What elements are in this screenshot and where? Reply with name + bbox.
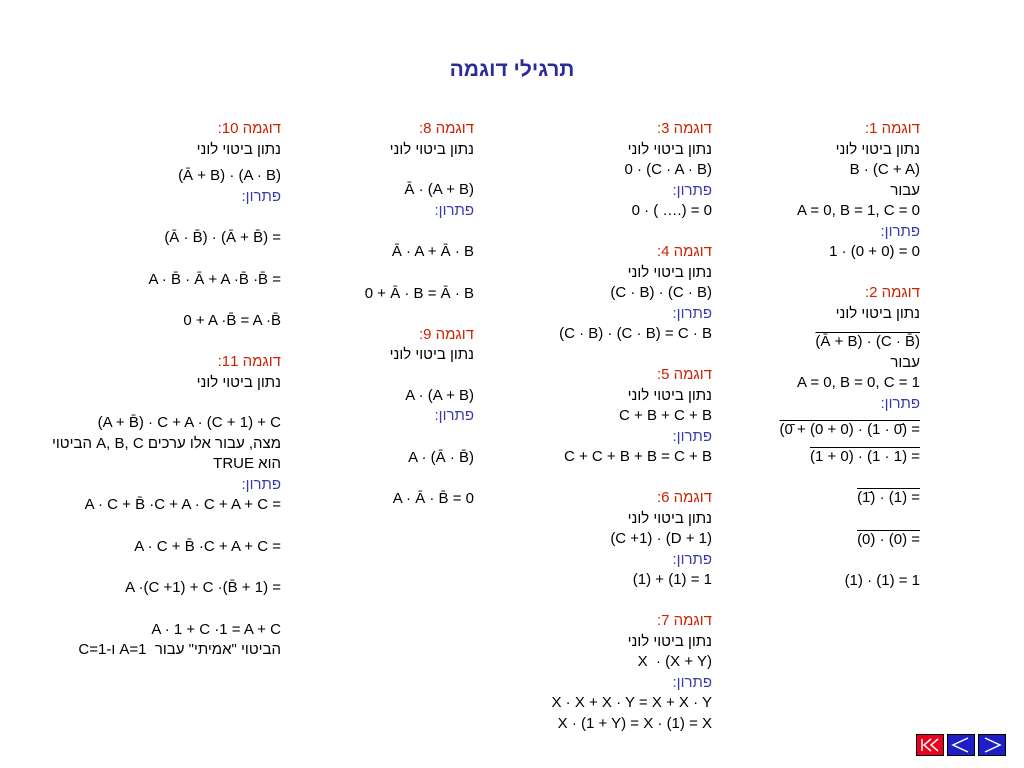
example-2-heading: דוגמה 2: [864, 284, 920, 301]
given-expression-label: נתון ביטוי לוני [835, 140, 920, 158]
given-expression-label: נתון ביטוי לוני [627, 386, 712, 404]
solution-label: פתרון: [241, 475, 281, 493]
example-1-heading: דוגמה 1: [864, 120, 920, 137]
given-expression-label: נתון ביטוי לוני [389, 346, 474, 363]
previous-slide-button[interactable] [947, 734, 975, 756]
first-slide-button[interactable] [916, 734, 944, 756]
solution-label: פתרון: [880, 222, 920, 240]
example-4-heading: דוגמה 4: [656, 243, 712, 260]
example-1-values: A = 0, B = 1, C = 0 [797, 202, 920, 219]
example-11-solution-line: A ·(C +1) + C ·(B̄ + 1) = [125, 579, 281, 596]
page-title: תרגילי דוגמה [449, 58, 575, 81]
example-8-expression: Ā · (A + B) [404, 181, 474, 198]
given-expression-label: נתון ביטוי לוני [627, 632, 712, 650]
example-8-solution-line: Ā · A + Ā · B [391, 243, 474, 260]
given-expression-label: נתון ביטוי לוני [389, 140, 474, 158]
example-3-expression: 0 · (C · A · B) [624, 161, 712, 178]
given-expression-label: נתון ביטוי לוני [627, 140, 712, 158]
given-expression-label: נתון ביטוי לוני [196, 140, 281, 158]
example-7-expression: X · (X + Y) [637, 653, 712, 670]
slide-navigation [916, 734, 1006, 756]
example-6-solution-line: (1) + (1) = 1 [632, 571, 712, 588]
solution-label: פתרון: [672, 673, 712, 691]
example-11-expression: (A + B̄) · C + A · (C + 1) + C [97, 414, 281, 431]
example-4-expression: (C · B) · (C · B) [610, 284, 712, 301]
given-expression-label: נתון ביטוי לוני [627, 509, 712, 527]
next-slide-button[interactable] [978, 734, 1006, 756]
example-11-task-line: מצה, עבור אלו ערכים A, B, C הביטוי [52, 434, 281, 452]
example-11-solution-line: A · C + B̄ ·C + A + C = [134, 537, 281, 555]
example-9-solution-line: A · Ā · B̄ = 0 [392, 490, 474, 507]
example-11-solution-line: A · 1 + C ·1 = A + C [151, 620, 281, 638]
next-slide-icon [981, 737, 1003, 753]
example-7-solution-line: X · X + X · Y = X + X · Y [551, 694, 712, 711]
solution-label: פתרון: [434, 201, 474, 219]
example-6-expression: (C +1) · (D + 1) [610, 530, 712, 547]
given-expression-label: נתון ביטוי לוני [196, 373, 281, 391]
example-7-solution-line: X · (1 + Y) = X · (1) = X [557, 714, 712, 732]
example-4-solution-line: (C · B) · (C · B) = C · B [559, 325, 712, 342]
example-10-solution-line: A · B̄ · Ā + A ·B̄ ·B̄ = [148, 270, 281, 288]
solution-label: פתרון: [672, 550, 712, 568]
example-11-task-line: הוא TRUE [213, 455, 281, 472]
example-9-heading: דוגמה 9: [418, 325, 474, 343]
example-2-solution-line: (0̄ + (0 + 0) · (1 · 0̄) = [779, 421, 920, 438]
example-10-solution-line: (Ā · B̄) · (Ā + B̄) = [164, 229, 281, 246]
example-9-solution-line: A · (Ā · B̄) [408, 448, 474, 466]
examples-column-3 [365, 119, 474, 510]
solution-label: פתרון: [434, 407, 474, 424]
solution-label: פתרון: [241, 187, 281, 205]
example-8-solution-line: 0 + Ā · B = Ā · B [364, 284, 474, 302]
example-1-expression: B · (C + A) [849, 161, 920, 178]
example-10-expression: (Ā + B) · (A · B) [178, 167, 281, 184]
for-label: עבור [890, 353, 920, 371]
example-5-heading: דוגמה 5: [656, 366, 712, 383]
example-2-solution-line: (1̄) · (1) = [857, 489, 920, 506]
example-2-solution-line: (1 + 0) · (1 · 1) = [809, 447, 920, 465]
example-1-solution-line: 1 · (0 + 0) = 0 [829, 243, 920, 260]
example-2-solution-line: (1) · (1) = 1 [844, 572, 920, 589]
examples-column-4 [52, 119, 281, 661]
example-3-heading: דוגמה 3: [656, 120, 712, 137]
example-11-conclusion: הביטוי "אמיתי" עבור A=1 ו-C=1 [78, 641, 281, 658]
example-5-solution-line: C + C + B + B = C + B [564, 448, 712, 465]
first-slide-icon [919, 737, 941, 753]
given-expression-label: נתון ביטוי לוני [627, 263, 712, 281]
example-10-solution-line: 0 + A ·B̄ = A ·B̄ [183, 312, 281, 329]
solution-label: פתרון: [880, 394, 920, 412]
prev-slide-icon [950, 737, 972, 753]
example-3-solution-line: 0 · ( ….) = 0 [631, 202, 712, 219]
example-2-solution-line: (0) · (0) = [857, 530, 920, 548]
example-11-heading: דוגמה 11: [217, 353, 281, 370]
solution-label: פתרון: [672, 304, 712, 322]
given-expression-label: נתון ביטוי לוני [835, 304, 920, 322]
example-7-heading: דוגמה 7: [656, 612, 712, 629]
examples-column-2 [552, 119, 713, 734]
examples-column-1 [780, 119, 920, 592]
example-8-heading: דוגמה 8: [418, 120, 474, 137]
example-2-values: A = 0, B = 0, C = 1 [797, 374, 920, 391]
example-10-heading: דוגמה 10: [217, 120, 281, 137]
example-9-expression: A · (A + B) [405, 386, 474, 404]
solution-label: פתרון: [672, 427, 712, 445]
solution-label: פתרון: [672, 181, 712, 199]
for-label: עבור [890, 181, 920, 199]
example-11-solution-line: A · C + B̄ ·C + A · C + A + C = [84, 496, 281, 513]
example-2-expression: (Ā + B) · (C · B̄) [815, 333, 920, 350]
example-6-heading: דוגמה 6: [656, 489, 712, 506]
example-5-expression: C + B + C + B [619, 407, 712, 424]
